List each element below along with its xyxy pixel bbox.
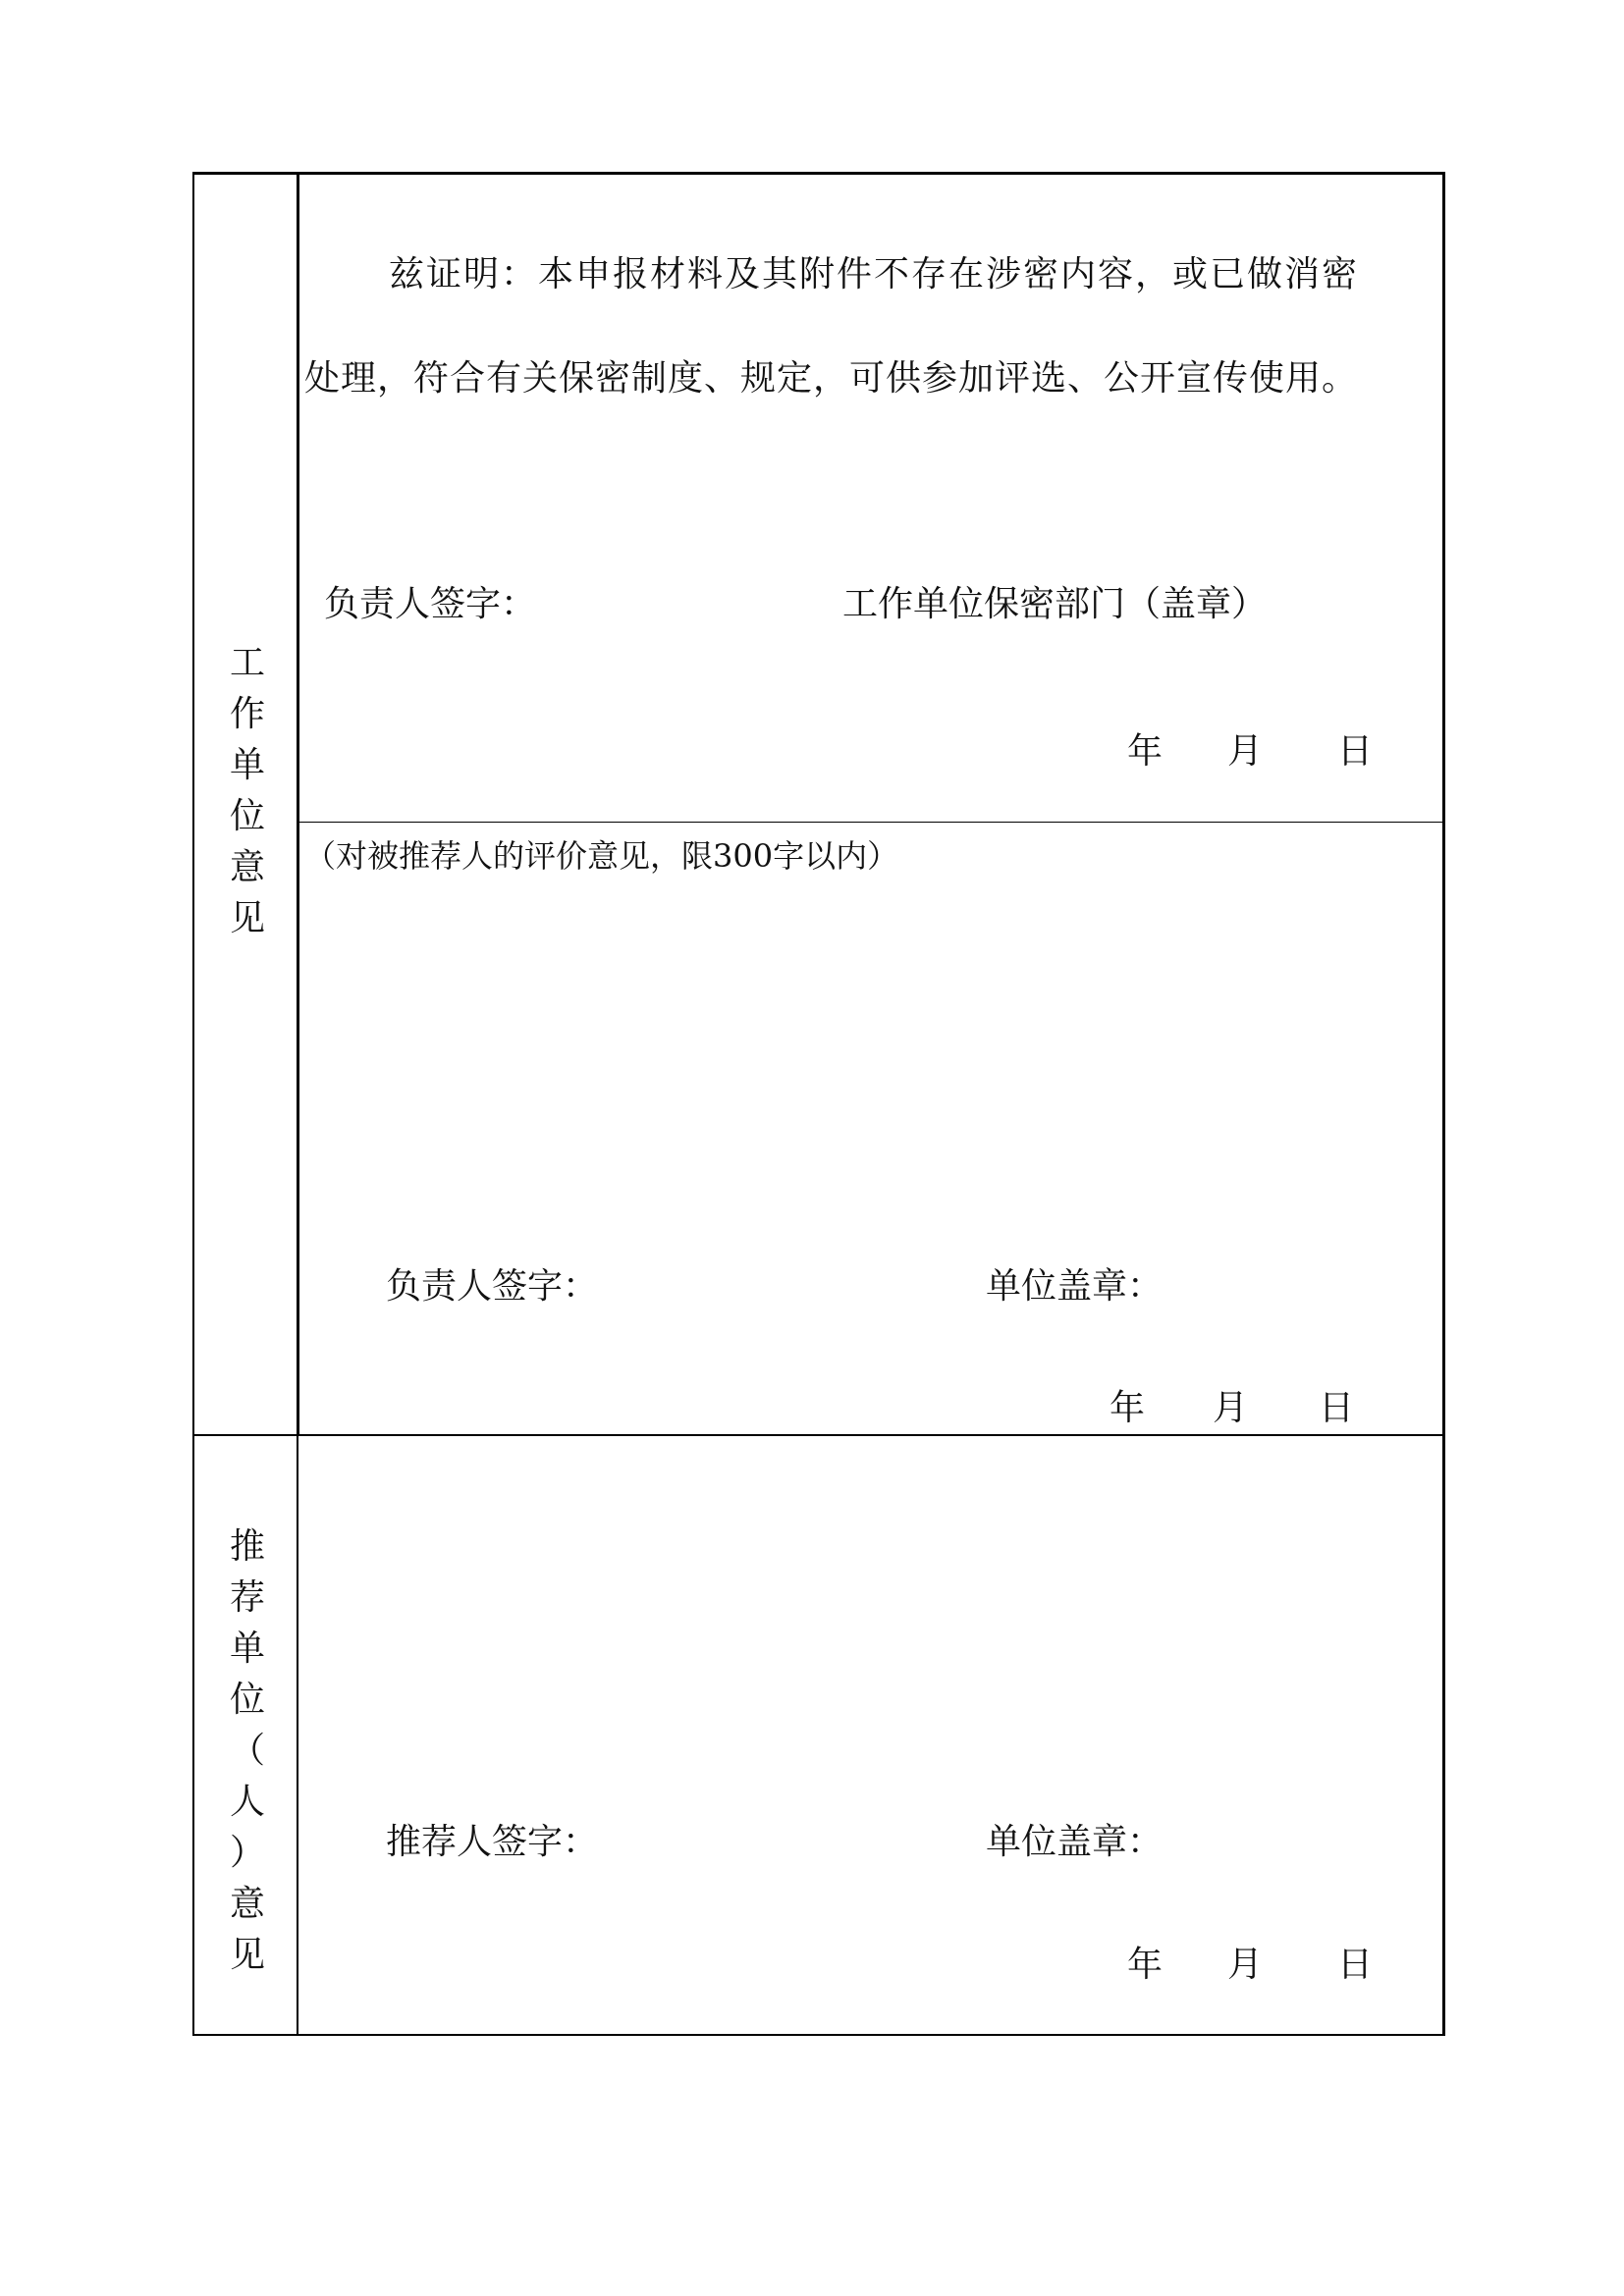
row-divider-sections xyxy=(192,1434,1445,1436)
recommender-stamp-label: 单位盖章： xyxy=(986,1822,1164,1862)
date-day: 日 xyxy=(1319,1388,1355,1428)
certification-signer-label: 负责人签字： xyxy=(324,584,537,624)
label-char: 单 xyxy=(229,745,265,785)
label-char: 推 xyxy=(229,1526,265,1567)
date-month: 月 xyxy=(1213,1388,1249,1428)
certification-line-2: 处理，符合有关保密制度、规定，可供参加评选、公开宣传使用。 xyxy=(304,358,1359,399)
label-char: （ xyxy=(229,1731,265,1771)
date-day: 日 xyxy=(1337,731,1374,772)
label-char: 位 xyxy=(229,796,265,836)
label-char: 人 xyxy=(229,1782,265,1822)
column-divider-upper xyxy=(297,172,299,1436)
label-char: 见 xyxy=(229,898,265,938)
table-border-top xyxy=(192,172,1445,175)
date-year: 年 xyxy=(1127,731,1164,772)
date-day: 日 xyxy=(1337,1945,1374,1985)
label-char: 见 xyxy=(229,1935,265,1975)
table-border-left xyxy=(192,172,194,2036)
recommender-opinion-label xyxy=(228,1522,267,1981)
label-char: 位 xyxy=(229,1680,265,1720)
date-year: 年 xyxy=(1127,1945,1164,1985)
label-char: 单 xyxy=(229,1629,265,1669)
work-unit-opinion-label xyxy=(228,638,267,944)
evaluation-stamp-label: 单位盖章： xyxy=(986,1266,1164,1307)
evaluation-signer-label: 负责人签字： xyxy=(386,1266,599,1307)
date-year: 年 xyxy=(1110,1388,1146,1428)
certification-stamp-label: 工作单位保密部门（盖章） xyxy=(842,584,1268,624)
label-char: ） xyxy=(229,1833,265,1873)
date-month: 月 xyxy=(1227,731,1264,772)
row-divider-certification xyxy=(298,822,1444,823)
label-char: 作 xyxy=(229,694,265,734)
evaluation-hint: （对被推荐人的评价意见，限300字以内） xyxy=(304,837,899,875)
label-char: 意 xyxy=(229,847,265,887)
table-border-right xyxy=(1442,172,1445,2036)
label-char: 意 xyxy=(229,1884,265,1924)
label-char: 荐 xyxy=(229,1577,265,1618)
recommender-signer-label: 推荐人签字： xyxy=(386,1822,599,1862)
column-divider-lower xyxy=(297,1436,298,2035)
date-month: 月 xyxy=(1227,1945,1264,1985)
label-char: 工 xyxy=(229,643,265,683)
certification-line-1: 兹证明：本申报材料及其附件不存在涉密内容，或已做消密 xyxy=(389,254,1360,294)
table-border-bottom xyxy=(192,2034,1445,2036)
